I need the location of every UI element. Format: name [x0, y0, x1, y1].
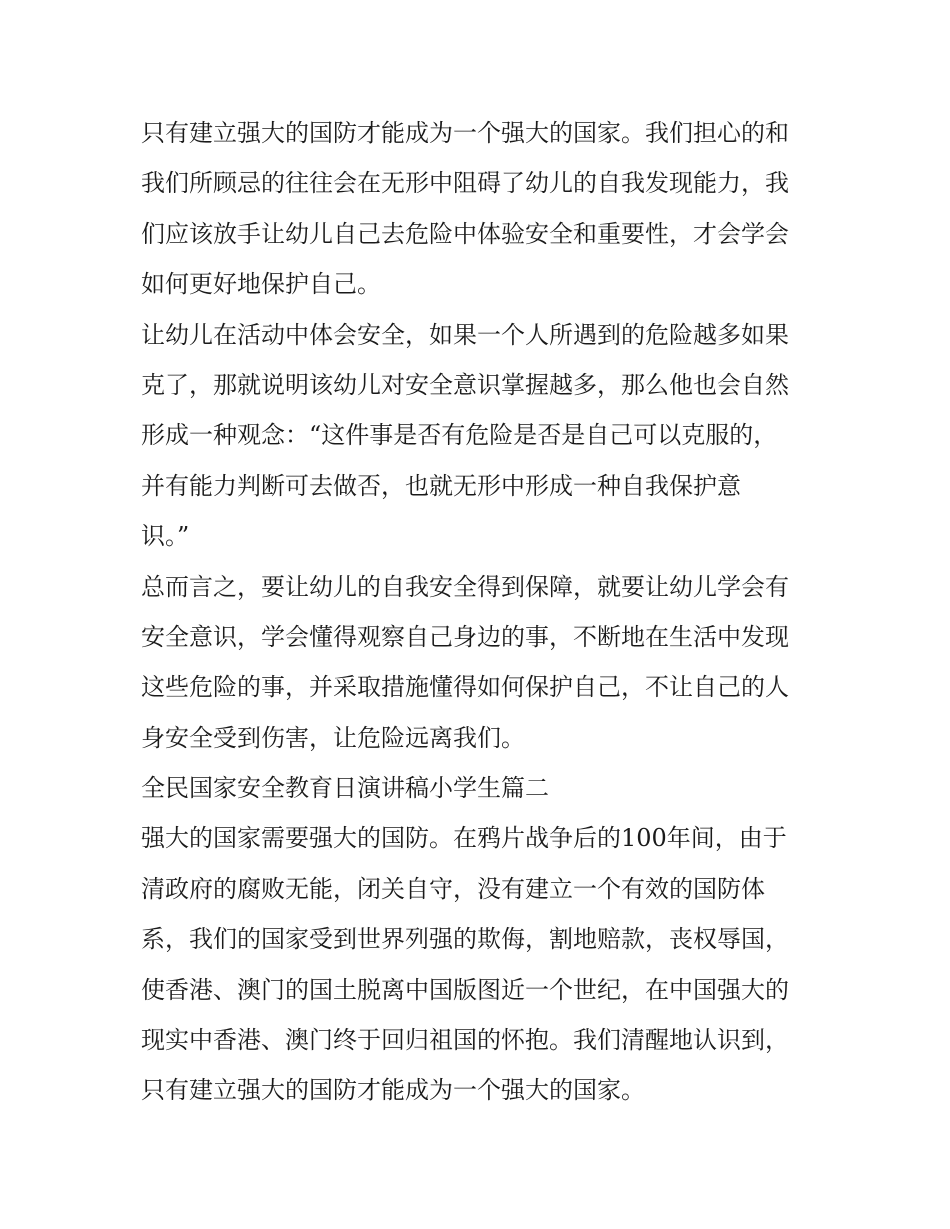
text-line: 并有能力判断可去做否，也就无形中形成一种自我保护意: [141, 471, 741, 500]
text-line: 强大的国家需要强大的国防。在鸦片战争后的100年间，由于: [141, 824, 787, 853]
text-line: 使香港、澳门的国土脱离中国版图近一个世纪，在中国强大的: [141, 975, 789, 1004]
text-line: 们应该放手让幼儿自己去危险中体验安全和重要性，才会学会: [141, 219, 789, 248]
text-line: 清政府的腐败无能，闭关自守，没有建立一个有效的国防体: [141, 874, 765, 903]
text-line: 识。”: [141, 522, 190, 551]
document-body: [141, 108, 821, 1116]
text-line: 我们所顾忌的往往会在无形中阻碍了幼儿的自我发现能力，我: [141, 169, 789, 198]
text-line: 如何更好地保护自己。: [141, 270, 381, 299]
text-line: 这些危险的事，并采取措施懂得如何保护自己，不让自己的人: [141, 673, 789, 702]
text-line: 安全意识，学会懂得观察自己身边的事，不断地在生活中发现: [141, 622, 789, 651]
text-line: 形成一种观念：“这件事是否有危险是否是自己可以克服的，: [141, 421, 778, 450]
text-line: 让幼儿在活动中体会安全，如果一个人所遇到的危险越多如果: [141, 320, 789, 349]
text-line: 只有建立强大的国防才能成为一个强大的国家。: [141, 1076, 645, 1105]
section-heading: 全民国家安全教育日演讲稿小学生篇二: [141, 774, 549, 803]
text-line: 只有建立强大的国防才能成为一个强大的国家。我们担心的和: [141, 119, 789, 147]
text-line: 现实中香港、澳门终于回归祖国的怀抱。我们清醒地认识到，: [141, 1026, 789, 1055]
text-line: 系，我们的国家受到世界列强的欺侮，割地赔款，丧权辱国，: [141, 925, 789, 954]
text-line: 身安全受到伤害，让危险远离我们。: [141, 723, 525, 752]
text-line: 总而言之，要让幼儿的自我安全得到保障，就要让幼儿学会有: [141, 572, 789, 601]
text-line: 克了，那就说明该幼儿对安全意识掌握越多，那么他也会自然: [141, 370, 789, 399]
